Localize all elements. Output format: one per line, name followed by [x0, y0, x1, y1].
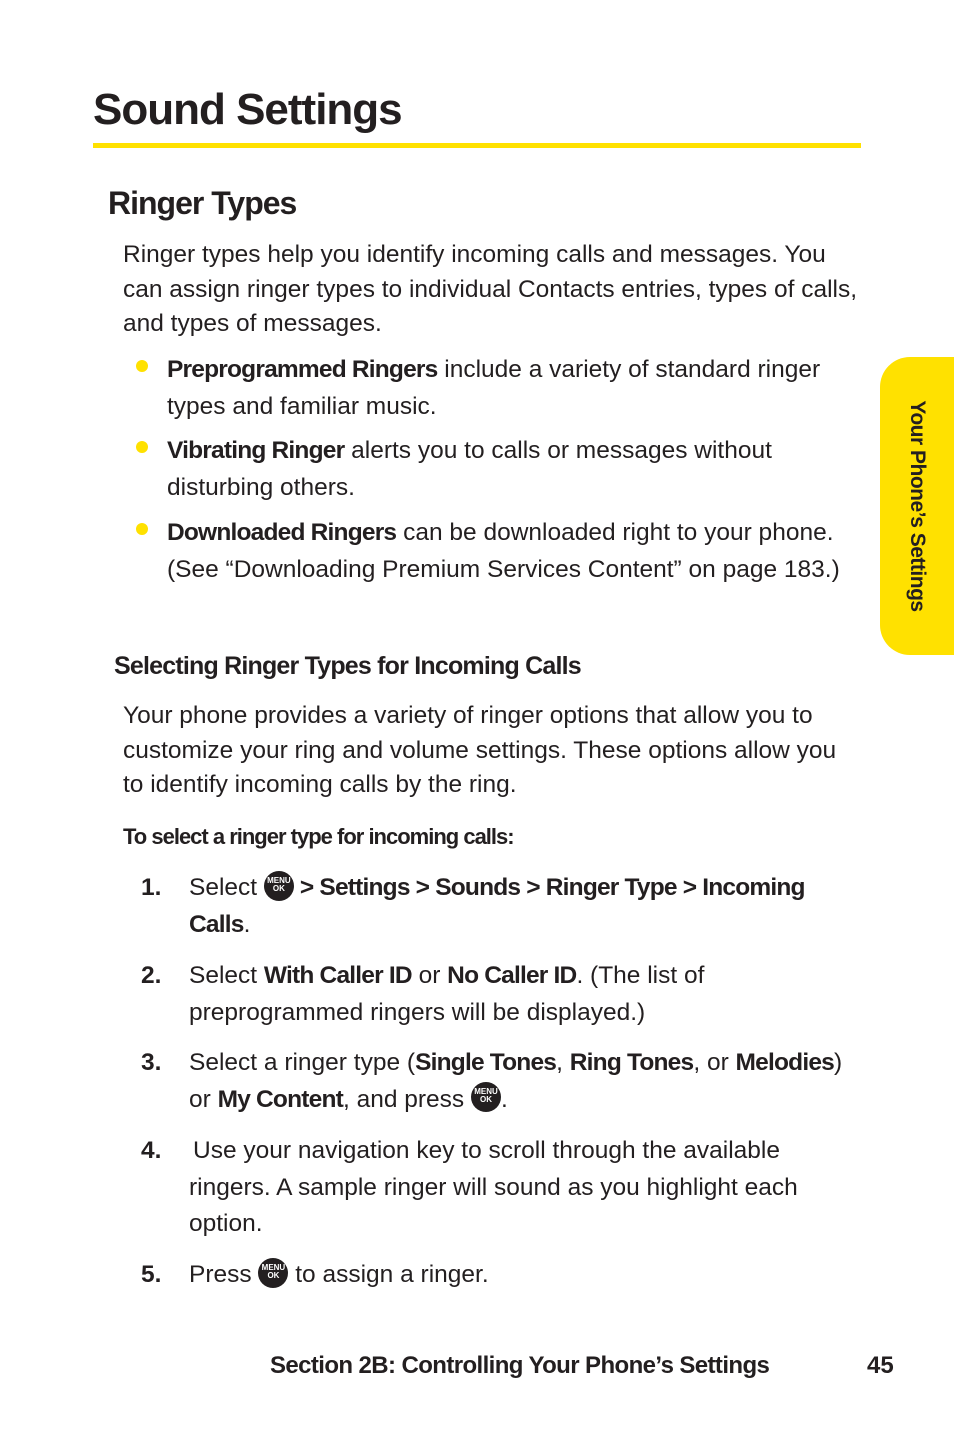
procedure-lead: To select a ringer type for incoming calls: [123, 824, 514, 849]
menu-ok-key-icon: MENU OK [264, 871, 294, 901]
bullet-dot-icon [136, 523, 148, 535]
side-tab-label: Your Phone’s Settings [906, 400, 929, 612]
option-single-tones: Single Tones [415, 1049, 557, 1076]
bullet-term: Downloaded Ringers [167, 519, 397, 546]
page-title: Sound Settings [93, 85, 402, 134]
bullet-term: Preprogrammed Ringers [167, 356, 438, 383]
option-my-content: My Content [217, 1085, 343, 1113]
step-text: Use your navigation key to scroll through the available ringers. A sample ringer will sound as you highlight each option. [189, 1137, 798, 1237]
step-number: 5. [141, 1261, 162, 1288]
title-divider [93, 143, 861, 148]
footer-section-label: Section 2B: Controlling Your Phone’s Settings [270, 1352, 770, 1379]
step-number: 4. [141, 1137, 162, 1164]
option-with-caller-id: With Caller ID [263, 962, 412, 989]
bullet-term: Vibrating Ringer [167, 437, 345, 464]
step-number: 2. [141, 962, 162, 989]
intro-paragraph: Ringer types help you identify incoming calls and messages. You can assign ringer types to individual Contacts entries, types of calls, and types of messages. [123, 241, 858, 337]
option-melodies: Melodies [735, 1049, 834, 1076]
bullet-description: include a variety of standard ringer types and familiar music. [167, 356, 821, 420]
menu-path: > Settings > Sounds > Ringer Type > Incoming Calls [189, 874, 805, 938]
subsection-title: Selecting Ringer Types for Incoming Calls [114, 652, 581, 680]
step-number: 1. [141, 874, 162, 901]
bullet-description: alerts you to calls or messages without disturbing others. [167, 437, 772, 501]
menu-ok-key-icon: MENU OK [471, 1082, 501, 1112]
bullet-dot-icon [136, 360, 148, 372]
section-title: Ringer Types [108, 185, 297, 221]
side-tab [880, 357, 954, 655]
menu-ok-key-icon: MENU OK [258, 1258, 288, 1288]
bullet-description: can be downloaded right to your phone. (See “Downloading Premium Services Content” on page 183.) [167, 519, 840, 583]
step-number: 3. [141, 1049, 162, 1076]
page-number: 45 [867, 1352, 894, 1379]
subsection-paragraph: Your phone provides a variety of ringer options that allow you to customize your ring and volume settings. These options allow you to identify incoming calls by the ring. [123, 702, 837, 798]
bullet-dot-icon [136, 441, 148, 453]
option-no-caller-id: No Caller ID [447, 962, 577, 989]
option-ring-tones: Ring Tones [569, 1049, 694, 1076]
